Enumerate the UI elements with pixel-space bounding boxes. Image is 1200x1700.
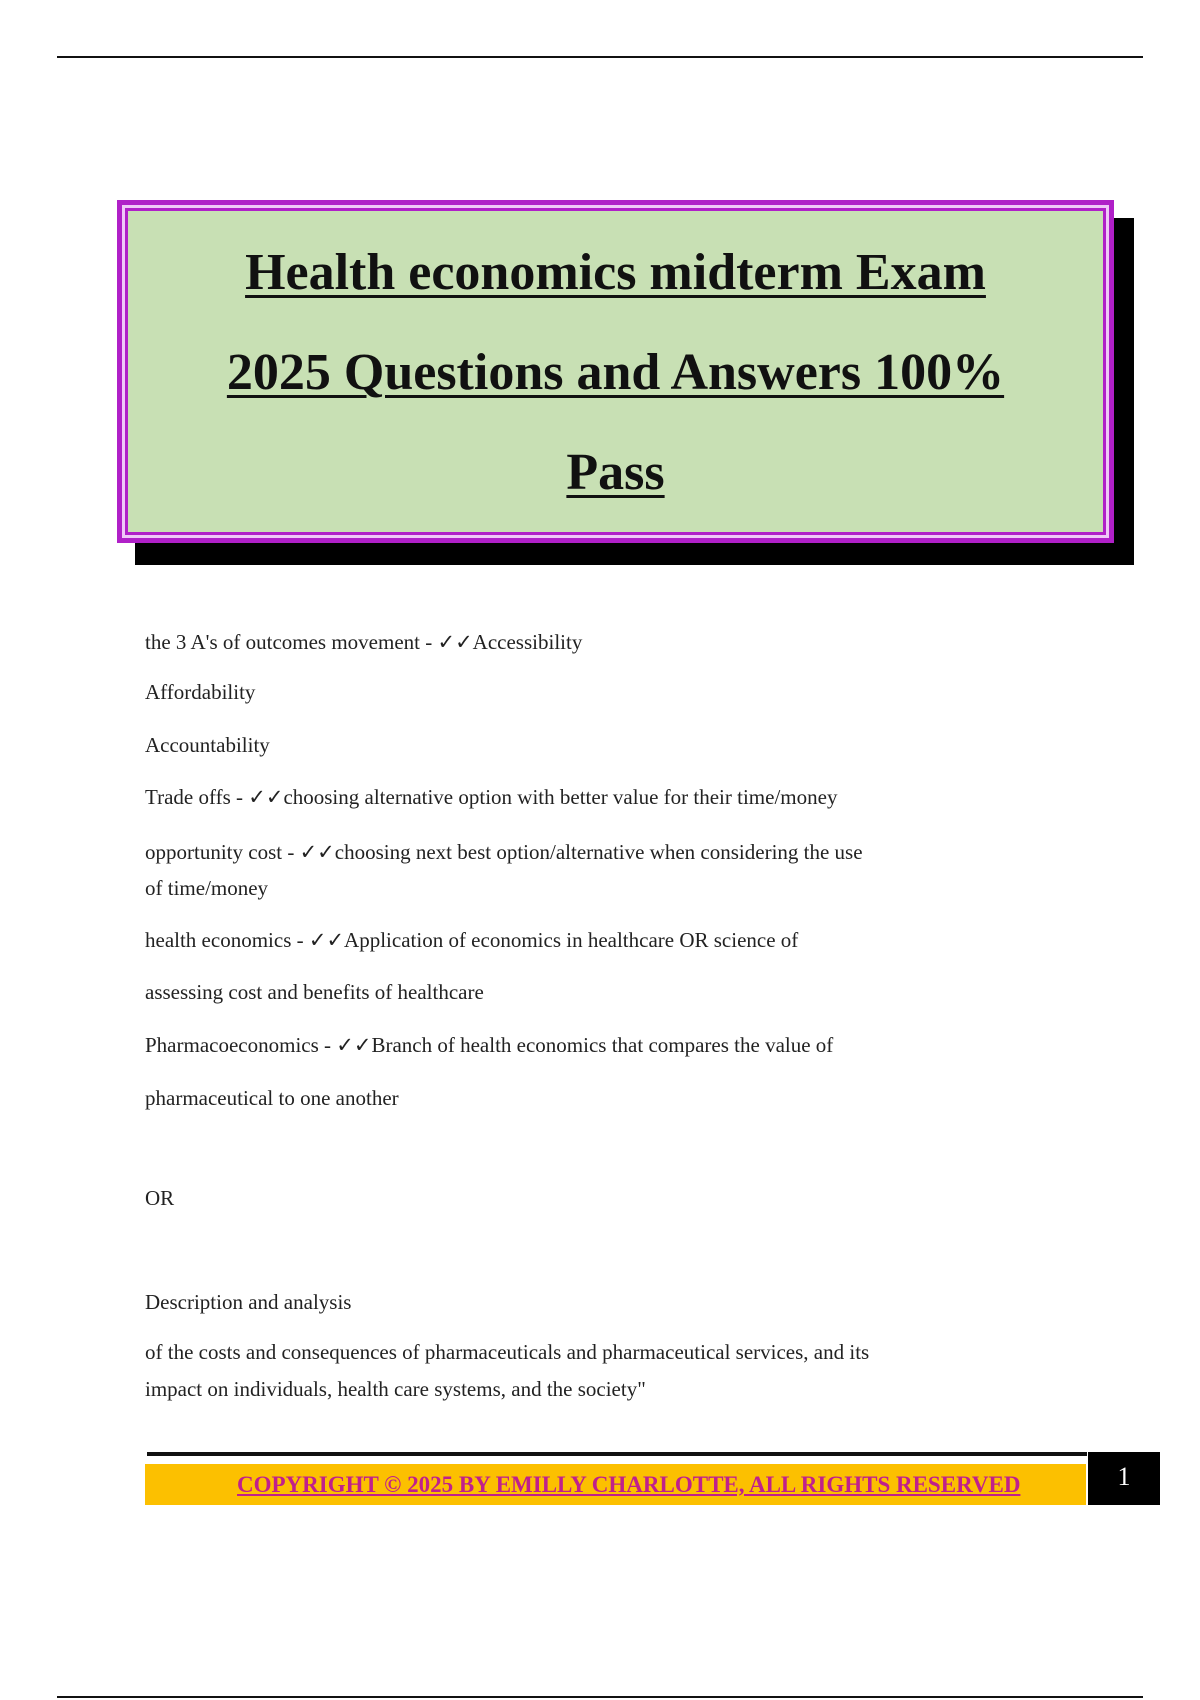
title-line-2: 2025 Questions and Answers 100% [226,344,1005,401]
copyright-footer [145,1464,1086,1505]
content-line: OR [145,1186,175,1210]
content-line: Accountability [145,733,270,757]
content-line: Description and analysis [145,1290,352,1314]
content-line: assessing cost and benefits of healthcare [145,980,484,1004]
content-line: Affordability [145,680,256,704]
page-number: 1 [1088,1452,1160,1505]
document-title [122,223,1109,523]
bottom-rule [57,1696,1143,1698]
content-line: of time/money [145,876,269,900]
footer-rule [147,1452,1087,1456]
content-line: of the costs and consequences of pharmaceuticals and pharmaceutical services, and its [145,1340,870,1364]
content-line: health economics - ✓✓Application of economics in healthcare OR science of [145,928,799,952]
top-rule [57,56,1143,58]
title-line-1: Health economics midterm Exam [245,244,986,301]
copyright-text: COPYRIGHT © 2025 BY EMILLY CHARLOTTE, ALL RIGHTS RESERVED [237,1472,1021,1497]
title-box [117,200,1114,543]
content-line: impact on individuals, health care systems, and the society" [145,1377,646,1401]
content-line: Pharmacoeconomics - ✓✓Branch of health economics that compares the value of [145,1033,834,1057]
content-line: pharmaceutical to one another [145,1086,399,1110]
title-line-3: Pass [566,444,665,501]
content-line: the 3 A's of outcomes movement - ✓✓Accessibility [145,630,583,654]
content-line: Trade offs - ✓✓choosing alternative option with better value for their time/money [145,785,838,809]
content-line: opportunity cost - ✓✓choosing next best option/alternative when considering the use [145,840,863,864]
